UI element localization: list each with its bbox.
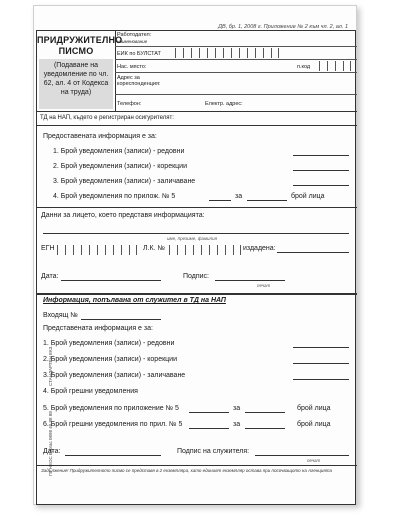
employer-label: Работодател: [117,32,152,38]
eik-cells[interactable] [175,48,279,58]
nap-item-6-mid: за [233,421,241,428]
provided-field-4a[interactable] [209,200,231,201]
nap-field-3[interactable] [293,379,349,380]
provided-field-4b[interactable] [247,200,287,201]
person-section [37,207,357,293]
eik-label: ЕИК по БУЛСТАТ [117,51,161,57]
nap-footnote: Задължение! Придружителното писмо се представя в 2 екземпляра, като единият екземпляр остава при посочващото на Агенцията [41,468,332,473]
address-label: Адрес за кореспонденция: [117,75,161,87]
divider [37,465,357,466]
postcode-label: п.код [297,64,311,70]
lk-label: Л.К. № [143,245,166,252]
egn-cells[interactable] [57,245,137,255]
side-printer-note: ГЕ НЕОС Бургас 0898 40 88 88 [48,411,53,476]
nap-item-3: 3. Брой уведомления (записи) - заличаване [43,372,186,379]
provided-heading: Предоставената информация е за: [43,133,157,140]
person-signature-field[interactable] [215,280,285,281]
presented-heading: Представената информация е за: [43,325,153,332]
nap-item-6-end: брой лица [297,421,331,428]
nap-date-label: Дата: [43,448,61,455]
person-signature-label: Подпис: [183,273,210,280]
nap-heading: Информация, попълвана от служител в ТД на НАП [43,297,226,304]
person-name-hint: име, презиме, фамилия [167,236,217,241]
address-row[interactable] [115,73,357,95]
nap-item-6: 6. Брой грешни уведомления по прил. № 5 [43,421,183,428]
nap-field-5b[interactable] [245,412,285,413]
person-heading: Данни за лицето, което представя информацията: [41,212,205,219]
nap-item-5-mid: за [233,405,241,412]
nap-signature-label: Подпис на служителя: [177,448,250,455]
provided-section [37,125,357,207]
provided-item-3: 3. Брой уведомления (записи) - заличаване [53,178,196,185]
provided-field-1[interactable] [293,155,349,156]
person-name-field[interactable] [43,233,349,234]
nap-section [37,295,357,506]
settlement-row[interactable] [115,60,357,73]
eik-row[interactable] [115,47,357,60]
nap-item-1: 1. Брой уведомления (записи) - редовни [43,340,175,347]
person-sign-hint: печат [257,283,271,288]
td-nap-row[interactable] [37,111,357,125]
settlement-label: Нас. място: [117,64,147,70]
nap-signature-field[interactable] [255,455,349,456]
form-header [37,31,357,112]
contact-row[interactable] [115,95,357,111]
provided-item-4-end: брой лица [291,193,325,200]
postcode-cells[interactable] [319,61,351,71]
incoming-label: Входящ № [43,312,78,319]
employer-row[interactable] [115,31,357,47]
nap-item-5: 5. Брой уведомления по приложение № 5 [43,405,179,412]
provided-field-2[interactable] [293,170,349,171]
nap-item-2: 2. Брой уведомления (записи) - корекции [43,356,177,363]
form-title: ПРИДРУЖИТЕЛНО ПИСМО [37,35,123,56]
side-print-note: СТАНДАРТЕН ЕКЗ. [48,345,53,386]
form-subtitle: (Подаване на уведомление по чл. 62, ал. 4 от Кодекса на труда) [39,59,113,109]
provided-field-3[interactable] [293,185,349,186]
provided-item-4-mid: за [235,193,243,200]
nap-field-6a[interactable] [189,428,229,429]
nap-item-5-end: брой лица [297,405,331,412]
person-date-label: Дата: [41,273,59,280]
nap-field-6b[interactable] [245,428,285,429]
egn-label: ЕГН [41,245,55,252]
incoming-field[interactable] [81,319,161,320]
provided-item-4: 4. Брой уведомления по прилож. № 5 [53,193,176,200]
td-nap-label: ТД на НАП, където е регистриран осигурителят: [40,115,174,121]
title-box [37,31,123,111]
nap-date-field[interactable] [65,455,161,456]
nap-item-4: 4. Брой грешни уведомления [43,388,138,395]
employer-sublabel: наименование [117,39,148,44]
phone-label: Телефон: [117,101,142,107]
lk-cells[interactable] [169,245,241,255]
email-label: Електр. адрес: [205,101,243,107]
provided-item-1: 1. Брой уведомления (записи) - редовни [53,148,185,155]
nap-field-2[interactable] [293,363,349,364]
form-reference: ДВ, бр. 1, 2008 г. Приложение № 2 към чл. 2, ал. 1 [218,24,348,30]
form-frame [36,30,356,505]
nap-sign-hint: печат [307,458,321,463]
issued-label: издадена: [243,245,276,252]
nap-field-1[interactable] [293,347,349,348]
provided-item-2: 2. Брой уведомления (записи) - корекции [53,163,187,170]
issued-field[interactable] [277,252,349,253]
person-date-field[interactable] [61,280,161,281]
nap-field-5a[interactable] [189,412,229,413]
